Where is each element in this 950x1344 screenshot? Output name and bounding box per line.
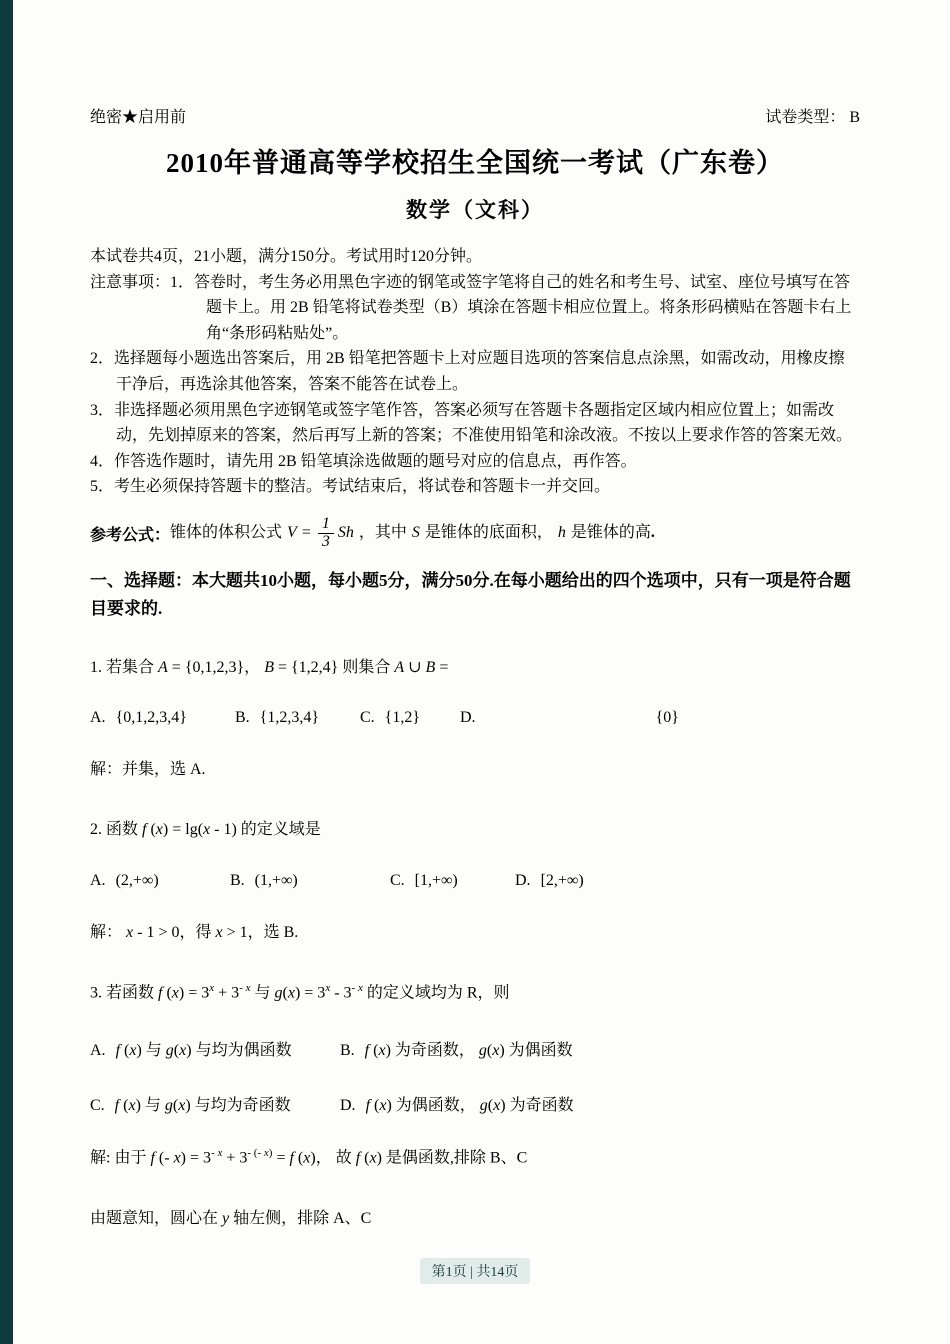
question-2-stem: 2. 函数 f (x) = lg(x - 1) 的定义域是 [90, 821, 321, 839]
note-item-1 [90, 270, 860, 347]
option-a-value: f (x) 与 g(x) 与均为偶函数 [115, 1041, 292, 1059]
question-2-options [90, 872, 860, 890]
option-d [340, 1092, 860, 1115]
exam-subtitle: 数学（文科） [406, 198, 544, 222]
option-a [90, 709, 235, 727]
notes-label: 注意事项： [90, 273, 171, 291]
option-c-value: f (x) 与 g(x) 与均为奇函数 [114, 1096, 291, 1114]
exam-title: 2010年普通高等学校招生全国统一考试（广东卷） [166, 148, 784, 178]
option-d-value: f (x) 为偶函数， g(x) 为奇函数 [365, 1096, 574, 1114]
option-d-value: [2,+∞) [540, 871, 584, 889]
option-b-label: B. [230, 871, 245, 889]
reference-formula [90, 516, 860, 551]
option-a-value: {0,1,2,3,4} [115, 709, 187, 727]
option-b [340, 1037, 860, 1060]
exam-page [90, 104, 860, 1234]
formula-text: 锥体的体积公式 V = $\frac{1}{3}$ Sh ，其中 S 是锥体的底面积， h 是锥体的高. [170, 514, 655, 550]
option-a-label: A. [90, 871, 106, 889]
question-3-solution: 解: 由于 f (- $x) = 3^{- x} + 3^{- (- x)} = f$ (x)， 故 f (x) 是偶函数,排除 B、C [90, 1146, 528, 1167]
option-d [460, 709, 679, 727]
question-2 [90, 815, 860, 948]
page-header [90, 104, 860, 127]
option-c-label: C. [390, 871, 405, 889]
option-a-label: A. [90, 1041, 106, 1059]
question-3 [90, 978, 860, 1234]
option-a-value: (2,+∞) [115, 871, 159, 889]
paper-type-label: 试卷类型： B [765, 109, 860, 126]
page-footer [0, 1258, 950, 1284]
question-3-options [90, 1037, 860, 1115]
option-d-label: D. [460, 709, 476, 727]
formula-label: 参考公式： [90, 526, 171, 544]
section-heading-choice: 一、选择题：本大题共10小题，每小题5分，满分50分.在每小题给出的四个选项中，只有一项是符合题目要求的. [90, 570, 851, 618]
classification-label: 绝密★启用前 [90, 109, 187, 126]
option-c-value: [1,+∞) [414, 871, 458, 889]
option-d-value: {0} [655, 709, 679, 727]
question-3-solution-2: 由题意知，圆心在 y 轴左侧，排除 A、C [90, 1209, 372, 1227]
option-c-label: C. [90, 1096, 105, 1114]
option-a [90, 872, 230, 890]
option-d-label: D. [340, 1096, 356, 1114]
question-1-solution: 解：并集，选 A. [90, 761, 206, 779]
option-c [390, 872, 515, 890]
note-text-1: 1．答卷时，考生务必用黑色字迹的钢笔或签字笔将自己的姓名和考生号、试室、座位号填写在答题卡上。用 2B 铅笔将试卷类型（B）填涂在答题卡相应位置上。将条形码横贴在答题卡右上角“条形码粘贴处”。 [170, 273, 852, 342]
question-3-stem: 3. 若函数 f $(x) = 3^x + 3^{- x}$ 与 $g(x) = 3^x - 3^{- x}$ 的定义域均为 R，则 [90, 982, 510, 1002]
option-c [360, 709, 460, 727]
question-1-stem: 1. 若集合 A = {0,1,2,3}， B = {1,2,4} 则集合 A ∪ B = [90, 658, 449, 676]
question-1 [90, 653, 860, 786]
page-edge-bar [0, 0, 13, 1344]
page-number: 第1页 | 共14页 [420, 1258, 531, 1284]
exam-intro: 本试卷共4页，21小题，满分150分。考试用时120分钟。 [90, 248, 483, 265]
option-b [230, 872, 390, 890]
option-c-value: {1,2} [384, 709, 421, 727]
option-a-label: A. [90, 709, 106, 727]
note-item-5: 5．考生必须保持答题卡的整洁。考试结束后，将试卷和答题卡一并交回。 [90, 478, 611, 496]
option-d-label: D. [515, 871, 531, 889]
option-a [90, 1037, 340, 1060]
option-c-label: C. [360, 709, 375, 727]
note-item-4: 4．作答选作题时，请先用 2B 铅笔填涂选做题的题号对应的信息点，再作答。 [90, 452, 637, 470]
option-c [90, 1092, 340, 1115]
note-item-2: 2．选择题每小题选出答案后，用 2B 铅笔把答题卡上对应题目选项的答案信息点涂黑，如需改动，用橡皮擦干净后，再选涂其他答案，答案不能答在试卷上。 [90, 350, 845, 393]
note-item-3: 3．非选择题必须用黑色字迹钢笔或签字笔作答，答案必须写在答题卡各题指定区域内相应位置上；如需改动，先划掉原来的答案，然后再写上新的答案；不准使用铅笔和涂改液。不按以上要求作答的答案无效。 [90, 401, 853, 445]
option-b-label: B. [340, 1041, 355, 1059]
option-b-value: {1,2,3,4} [259, 709, 320, 727]
option-d [515, 872, 584, 890]
option-b [235, 709, 360, 727]
question-2-solution: 解： x - 1 > 0，得 x > 1，选 B. [90, 923, 299, 941]
option-b-value: (1,+∞) [254, 871, 298, 889]
question-1-options [90, 709, 860, 727]
option-b-label: B. [235, 709, 250, 727]
option-b-value: f (x) 为奇函数， g(x) 为偶函数 [364, 1041, 573, 1059]
